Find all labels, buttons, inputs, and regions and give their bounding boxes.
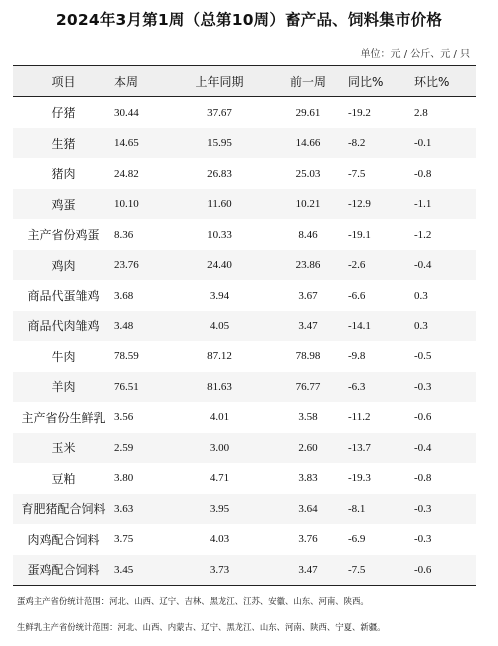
cell-last-year: 87.12 (207, 350, 232, 363)
cell-item-name: 商品代肉雏鸡 (27, 319, 100, 334)
cell-last-year: 11.60 (207, 198, 232, 211)
header-last-year: 上年同期 (171, 66, 268, 97)
cell-last-year: 81.63 (207, 380, 232, 393)
table-row (13, 341, 476, 371)
cell-last-year: 3.94 (209, 289, 230, 302)
cell-item-name: 仔猪 (51, 106, 76, 121)
cell-item-name: 商品代蛋雏鸡 (27, 289, 100, 304)
cell-prev-week: 29.61 (295, 106, 321, 119)
unit-label: 单位：元 / 公斤、元 / 只 (360, 49, 470, 60)
cell-item-name: 羊肉 (51, 380, 76, 395)
cell-wow: -0.8 (414, 167, 432, 180)
page-title: 2024年3月第1周（总第10周）畜产品、饲料集市价格 (55, 11, 443, 29)
table-row (13, 372, 476, 402)
cell-this-week: 76.51 (114, 380, 139, 393)
cell-prev-week: 2.60 (298, 441, 318, 454)
cell-last-year: 4.01 (209, 411, 230, 424)
cell-wow: 0.3 (414, 289, 428, 302)
cell-last-year: 3.73 (171, 555, 268, 586)
cell-wow: -0.1 (414, 137, 432, 150)
table-body (13, 97, 476, 586)
footnote-milk: 生鲜乳主产省份统计范围：河北、山西、内蒙古、辽宁、黑龙江、山东、河南、陕西、宁夏、新疆。 (17, 622, 386, 632)
table-row (13, 433, 476, 463)
cell-this-week: 23.76 (114, 259, 139, 272)
cell-prev-week: 3.47 (268, 555, 348, 586)
cell-prev-week: 3.58 (298, 411, 318, 424)
cell-yoy: -19.2 (348, 106, 371, 119)
cell-item-name: 玉米 (51, 441, 76, 456)
cell-yoy: -2.6 (348, 259, 366, 272)
cell-prev-week: 25.03 (295, 167, 321, 180)
cell-item-name: 猪肉 (51, 167, 76, 182)
cell-item-name: 牛肉 (51, 349, 76, 364)
cell-last-year: 10.33 (207, 228, 232, 241)
cell-yoy: -19.1 (348, 228, 371, 241)
header-wow: 环比% (414, 66, 476, 97)
cell-wow: -0.3 (414, 380, 432, 393)
cell-last-year: 4.05 (209, 319, 230, 332)
cell-prev-week: 76.77 (295, 380, 321, 393)
table-row (13, 128, 476, 158)
cell-wow: 2.8 (414, 106, 428, 119)
table-row (13, 158, 476, 188)
header-yoy: 同比% (348, 66, 414, 97)
cell-this-week: 3.63 (114, 502, 134, 515)
cell-wow: 0.3 (414, 319, 428, 332)
table-header-row (13, 66, 476, 97)
cell-last-year: 4.03 (209, 533, 230, 546)
cell-this-week: 10.10 (114, 198, 139, 211)
cell-wow: -1.2 (414, 228, 432, 241)
cell-this-week: 24.82 (114, 167, 139, 180)
table-row (13, 189, 476, 219)
cell-last-year: 15.95 (207, 137, 232, 150)
cell-this-week: 8.36 (114, 228, 134, 241)
cell-item-name: 育肥猪配合饲料 (21, 502, 106, 517)
table-row (13, 463, 476, 493)
cell-this-week: 30.44 (114, 106, 139, 119)
cell-prev-week: 3.47 (298, 319, 318, 332)
cell-last-year: 24.40 (207, 259, 232, 272)
table-row (13, 555, 476, 586)
header-item: 项目 (13, 66, 114, 97)
cell-prev-week: 23.86 (295, 259, 321, 272)
cell-yoy: -14.1 (348, 319, 371, 332)
cell-this-week: 78.59 (114, 350, 139, 363)
cell-prev-week: 10.21 (295, 198, 321, 211)
cell-prev-week: 3.67 (298, 289, 318, 302)
cell-yoy: -9.8 (348, 350, 366, 363)
cell-wow: -0.3 (414, 533, 432, 546)
cell-wow: -0.4 (414, 259, 432, 272)
cell-prev-week: 3.64 (298, 502, 318, 515)
table-row (13, 219, 476, 249)
cell-yoy: -19.3 (348, 472, 371, 485)
price-table (13, 65, 476, 586)
cell-this-week: 3.68 (114, 289, 134, 302)
cell-prev-week: 8.46 (298, 228, 318, 241)
cell-this-week: 3.75 (114, 533, 134, 546)
cell-yoy: -8.2 (348, 137, 366, 150)
cell-yoy: -6.6 (348, 289, 366, 302)
table-row (13, 524, 476, 554)
cell-item-name: 生猪 (51, 136, 76, 151)
cell-item-name: 鸡肉 (51, 258, 76, 273)
table-row (13, 494, 476, 524)
cell-prev-week: 14.66 (295, 137, 321, 150)
cell-yoy: -11.2 (348, 411, 371, 424)
cell-last-year: 4.71 (209, 472, 230, 485)
table-row (13, 97, 476, 128)
cell-last-year: 3.00 (209, 441, 230, 454)
cell-yoy: -8.1 (348, 502, 366, 515)
cell-item-name: 豆粕 (51, 471, 76, 486)
cell-yoy: -7.5 (348, 555, 414, 586)
cell-this-week: 3.56 (114, 411, 134, 424)
footnote-egg: 蛋鸡主产省份统计范围：河北、山西、辽宁、吉林、黑龙江、江苏、安徽、山东、河南、陕西。 (17, 596, 369, 606)
cell-this-week: 2.59 (114, 441, 134, 454)
cell-item-name: 鸡蛋 (51, 197, 76, 212)
cell-yoy: -6.3 (348, 380, 366, 393)
cell-this-week: 3.48 (114, 319, 134, 332)
table-row (13, 250, 476, 280)
cell-yoy: -13.7 (348, 441, 371, 454)
table-row (13, 280, 476, 310)
table-row (13, 311, 476, 341)
cell-item-name: 肉鸡配合饲料 (27, 532, 100, 547)
cell-last-year: 37.67 (207, 106, 232, 119)
cell-last-year: 26.83 (207, 167, 232, 180)
header-this-week: 本周 (114, 66, 171, 97)
cell-prev-week: 78.98 (295, 350, 321, 363)
cell-last-year: 3.95 (209, 502, 230, 515)
header-prev-week: 前一周 (268, 66, 348, 97)
footnotes (17, 588, 386, 640)
cell-item-name: 主产省份生鲜乳 (21, 410, 106, 425)
cell-wow: -0.6 (414, 411, 432, 424)
cell-this-week: 14.65 (114, 137, 139, 150)
cell-wow: -0.3 (414, 502, 432, 515)
cell-wow: -0.4 (414, 441, 432, 454)
cell-wow: -0.8 (414, 472, 432, 485)
cell-item-name: 主产省份鸡蛋 (27, 228, 100, 243)
cell-wow: -0.5 (414, 350, 432, 363)
cell-prev-week: 3.76 (298, 533, 318, 546)
cell-wow: -0.6 (414, 555, 476, 586)
cell-item-name: 蛋鸡配合饲料 (13, 555, 114, 586)
cell-yoy: -6.9 (348, 533, 366, 546)
cell-yoy: -12.9 (348, 198, 371, 211)
cell-prev-week: 3.83 (298, 472, 318, 485)
table-row (13, 402, 476, 432)
cell-yoy: -7.5 (348, 167, 366, 180)
cell-this-week: 3.45 (114, 555, 171, 586)
cell-this-week: 3.80 (114, 472, 134, 485)
cell-wow: -1.1 (414, 198, 432, 211)
